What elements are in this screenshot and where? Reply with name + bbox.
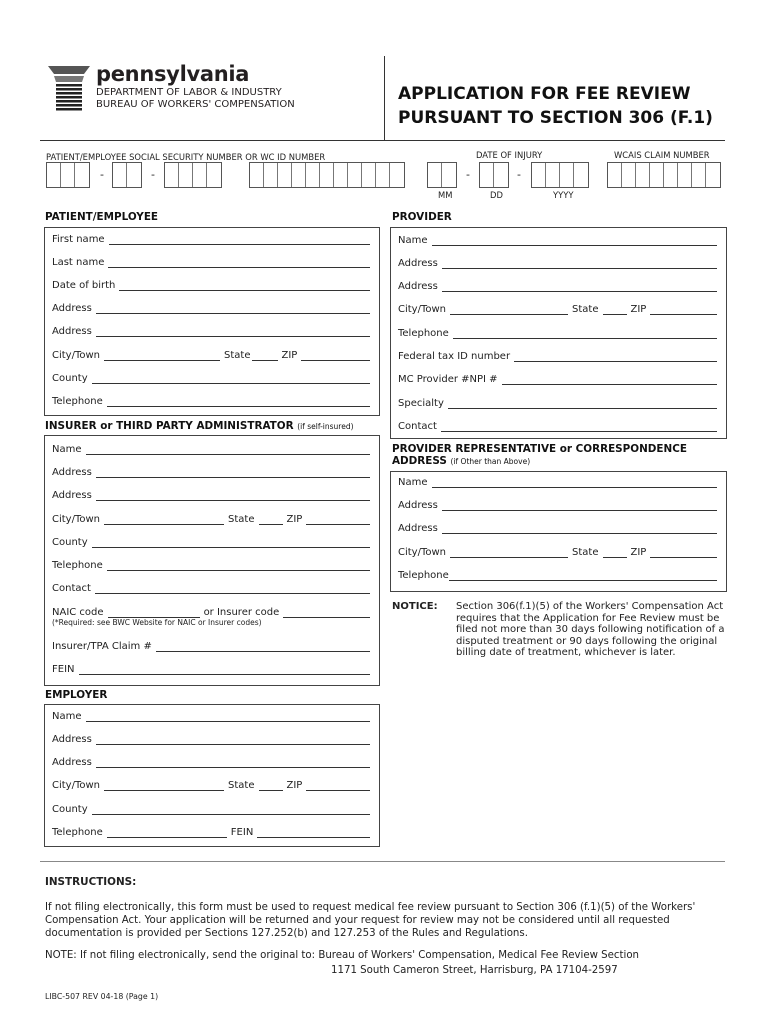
dash: -: [100, 168, 104, 181]
rep-name-field[interactable]: Name: [398, 477, 719, 488]
ssn-part2-field[interactable]: [112, 162, 142, 188]
employer-heading: EMPLOYER: [45, 689, 108, 701]
insurer-fein-field[interactable]: FEIN: [52, 664, 372, 675]
yyyy-label: YYYY: [553, 190, 574, 200]
provider-address2-field[interactable]: Address: [398, 281, 719, 292]
notice-label: NOTICE:: [392, 601, 438, 612]
insurer-county-field[interactable]: County: [52, 537, 372, 548]
patient-address1-field[interactable]: Address: [52, 303, 372, 314]
keystone-logo: [46, 64, 92, 112]
insurer-city-state-zip-field[interactable]: City/Town State ZIP: [52, 514, 372, 525]
rep-heading: PROVIDER REPRESENTATIVE or CORRESPONDENCE ADDRESS (if Other than Above): [392, 443, 687, 467]
insurer-address2-field[interactable]: Address: [52, 490, 372, 501]
insurer-section: [44, 435, 380, 686]
insurer-address1-field[interactable]: Address: [52, 467, 372, 478]
dash: -: [517, 168, 521, 181]
injury-day-field[interactable]: [479, 162, 509, 188]
wcais-label: WCAIS CLAIM NUMBER: [614, 150, 710, 160]
specialty-field[interactable]: Specialty: [398, 398, 719, 409]
patient-telephone-field[interactable]: Telephone: [52, 396, 372, 407]
provider-contact-field[interactable]: Contact: [398, 421, 719, 432]
provider-address1-field[interactable]: Address: [398, 258, 719, 269]
naic-note: (*Required: see BWC Website for NAIC or Insurer codes): [52, 618, 262, 627]
department-name: DEPARTMENT OF LABOR & INDUSTRY BUREAU OF WORKERS' COMPENSATION: [96, 87, 295, 110]
wcais-claim-field[interactable]: [607, 162, 721, 188]
instructions-heading: INSTRUCTIONS:: [45, 876, 137, 888]
provider-name-field[interactable]: Name: [398, 235, 719, 246]
naic-code-field[interactable]: NAIC code or Insurer code: [52, 607, 372, 618]
insurer-name-field[interactable]: Name: [52, 444, 372, 455]
ssn-part3-field[interactable]: [164, 162, 222, 188]
patient-county-field[interactable]: County: [52, 373, 372, 384]
mm-label: MM: [438, 190, 453, 200]
employer-section: [44, 704, 380, 847]
dash: -: [151, 168, 155, 181]
patient-city-state-zip-field[interactable]: City/Town State ZIP: [52, 350, 372, 361]
brand-name: pennsylvania: [96, 62, 250, 86]
employer-address1-field[interactable]: Address: [52, 734, 372, 745]
rep-address1-field[interactable]: Address: [398, 500, 719, 511]
instructions-text: If not filing electronically, this form must be used to request medical fee review pursuant to Section 306 (f.1)(5) of the Workers' Compensation Act. Your application will be returned and your request for review may not be considered until all requested documentation is provided per Sections 127.252(b) and 127.253 of the Rules and Regulations. NOTE: If not filing electronically, send the original to: Bureau of Workers' Compensation, Medical Fee Review Section 1171 South Cameron Street, Harrisburg, PA 17104-2597: [45, 902, 696, 976]
first-name-field[interactable]: First name: [52, 234, 372, 245]
rep-section: [390, 471, 727, 592]
rep-city-state-zip-field[interactable]: City/Town State ZIP: [398, 547, 719, 558]
last-name-field[interactable]: Last name: [52, 257, 372, 268]
rep-address2-field[interactable]: Address: [398, 523, 719, 534]
injury-year-field[interactable]: [531, 162, 589, 188]
date-of-injury-label: DATE OF INJURY: [476, 150, 543, 160]
insurer-telephone-field[interactable]: Telephone: [52, 560, 372, 571]
page-title: APPLICATION FOR FEE REVIEW PURSUANT TO SECTION 306 (F.1): [398, 84, 713, 128]
provider-section: [390, 227, 727, 439]
provider-heading: PROVIDER: [392, 211, 452, 223]
dob-field[interactable]: Date of birth: [52, 280, 372, 291]
dash: -: [466, 168, 470, 181]
form-number: LIBC-507 REV 04-18 (Page 1): [45, 992, 159, 1001]
employer-address2-field[interactable]: Address: [52, 757, 372, 768]
header-divider: [384, 56, 385, 140]
federal-tax-id-field[interactable]: Federal tax ID number: [398, 351, 719, 362]
ssn-label: PATIENT/EMPLOYEE SOCIAL SECURITY NUMBER OR WC ID NUMBER: [46, 152, 326, 162]
employer-telephone-fein-field[interactable]: Telephone FEIN: [52, 827, 372, 838]
provider-city-state-zip-field[interactable]: City/Town State ZIP: [398, 304, 719, 315]
patient-heading: PATIENT/EMPLOYEE: [45, 211, 159, 223]
wc-id-field[interactable]: [249, 162, 405, 188]
employer-county-field[interactable]: County: [52, 804, 372, 815]
ssn-part1-field[interactable]: [46, 162, 90, 188]
dd-label: DD: [490, 190, 503, 200]
npi-field[interactable]: MC Provider #NPI #: [398, 374, 719, 385]
patient-address2-field[interactable]: Address: [52, 326, 372, 337]
provider-telephone-field[interactable]: Telephone: [398, 328, 719, 339]
employer-name-field[interactable]: Name: [52, 711, 372, 722]
insurer-claim-field[interactable]: Insurer/TPA Claim #: [52, 641, 372, 652]
injury-month-field[interactable]: [427, 162, 457, 188]
insurer-heading: INSURER or THIRD PARTY ADMINISTRATOR (if self-insured): [45, 420, 354, 432]
instructions-rule: [40, 861, 725, 862]
employer-city-state-zip-field[interactable]: City/Town State ZIP: [52, 780, 372, 791]
patient-section: [44, 227, 380, 416]
insurer-contact-field[interactable]: Contact: [52, 583, 372, 594]
rep-telephone-field[interactable]: Telephone: [398, 570, 719, 581]
notice-text: Section 306(f.1)(5) of the Workers' Compensation Act requires that the Application for Fee Review must be filed not more than 30 days following notification of a disputed treatment or 90 days following the original billing date of treatment, whichever is later.: [456, 601, 725, 659]
header-rule: [40, 140, 725, 141]
